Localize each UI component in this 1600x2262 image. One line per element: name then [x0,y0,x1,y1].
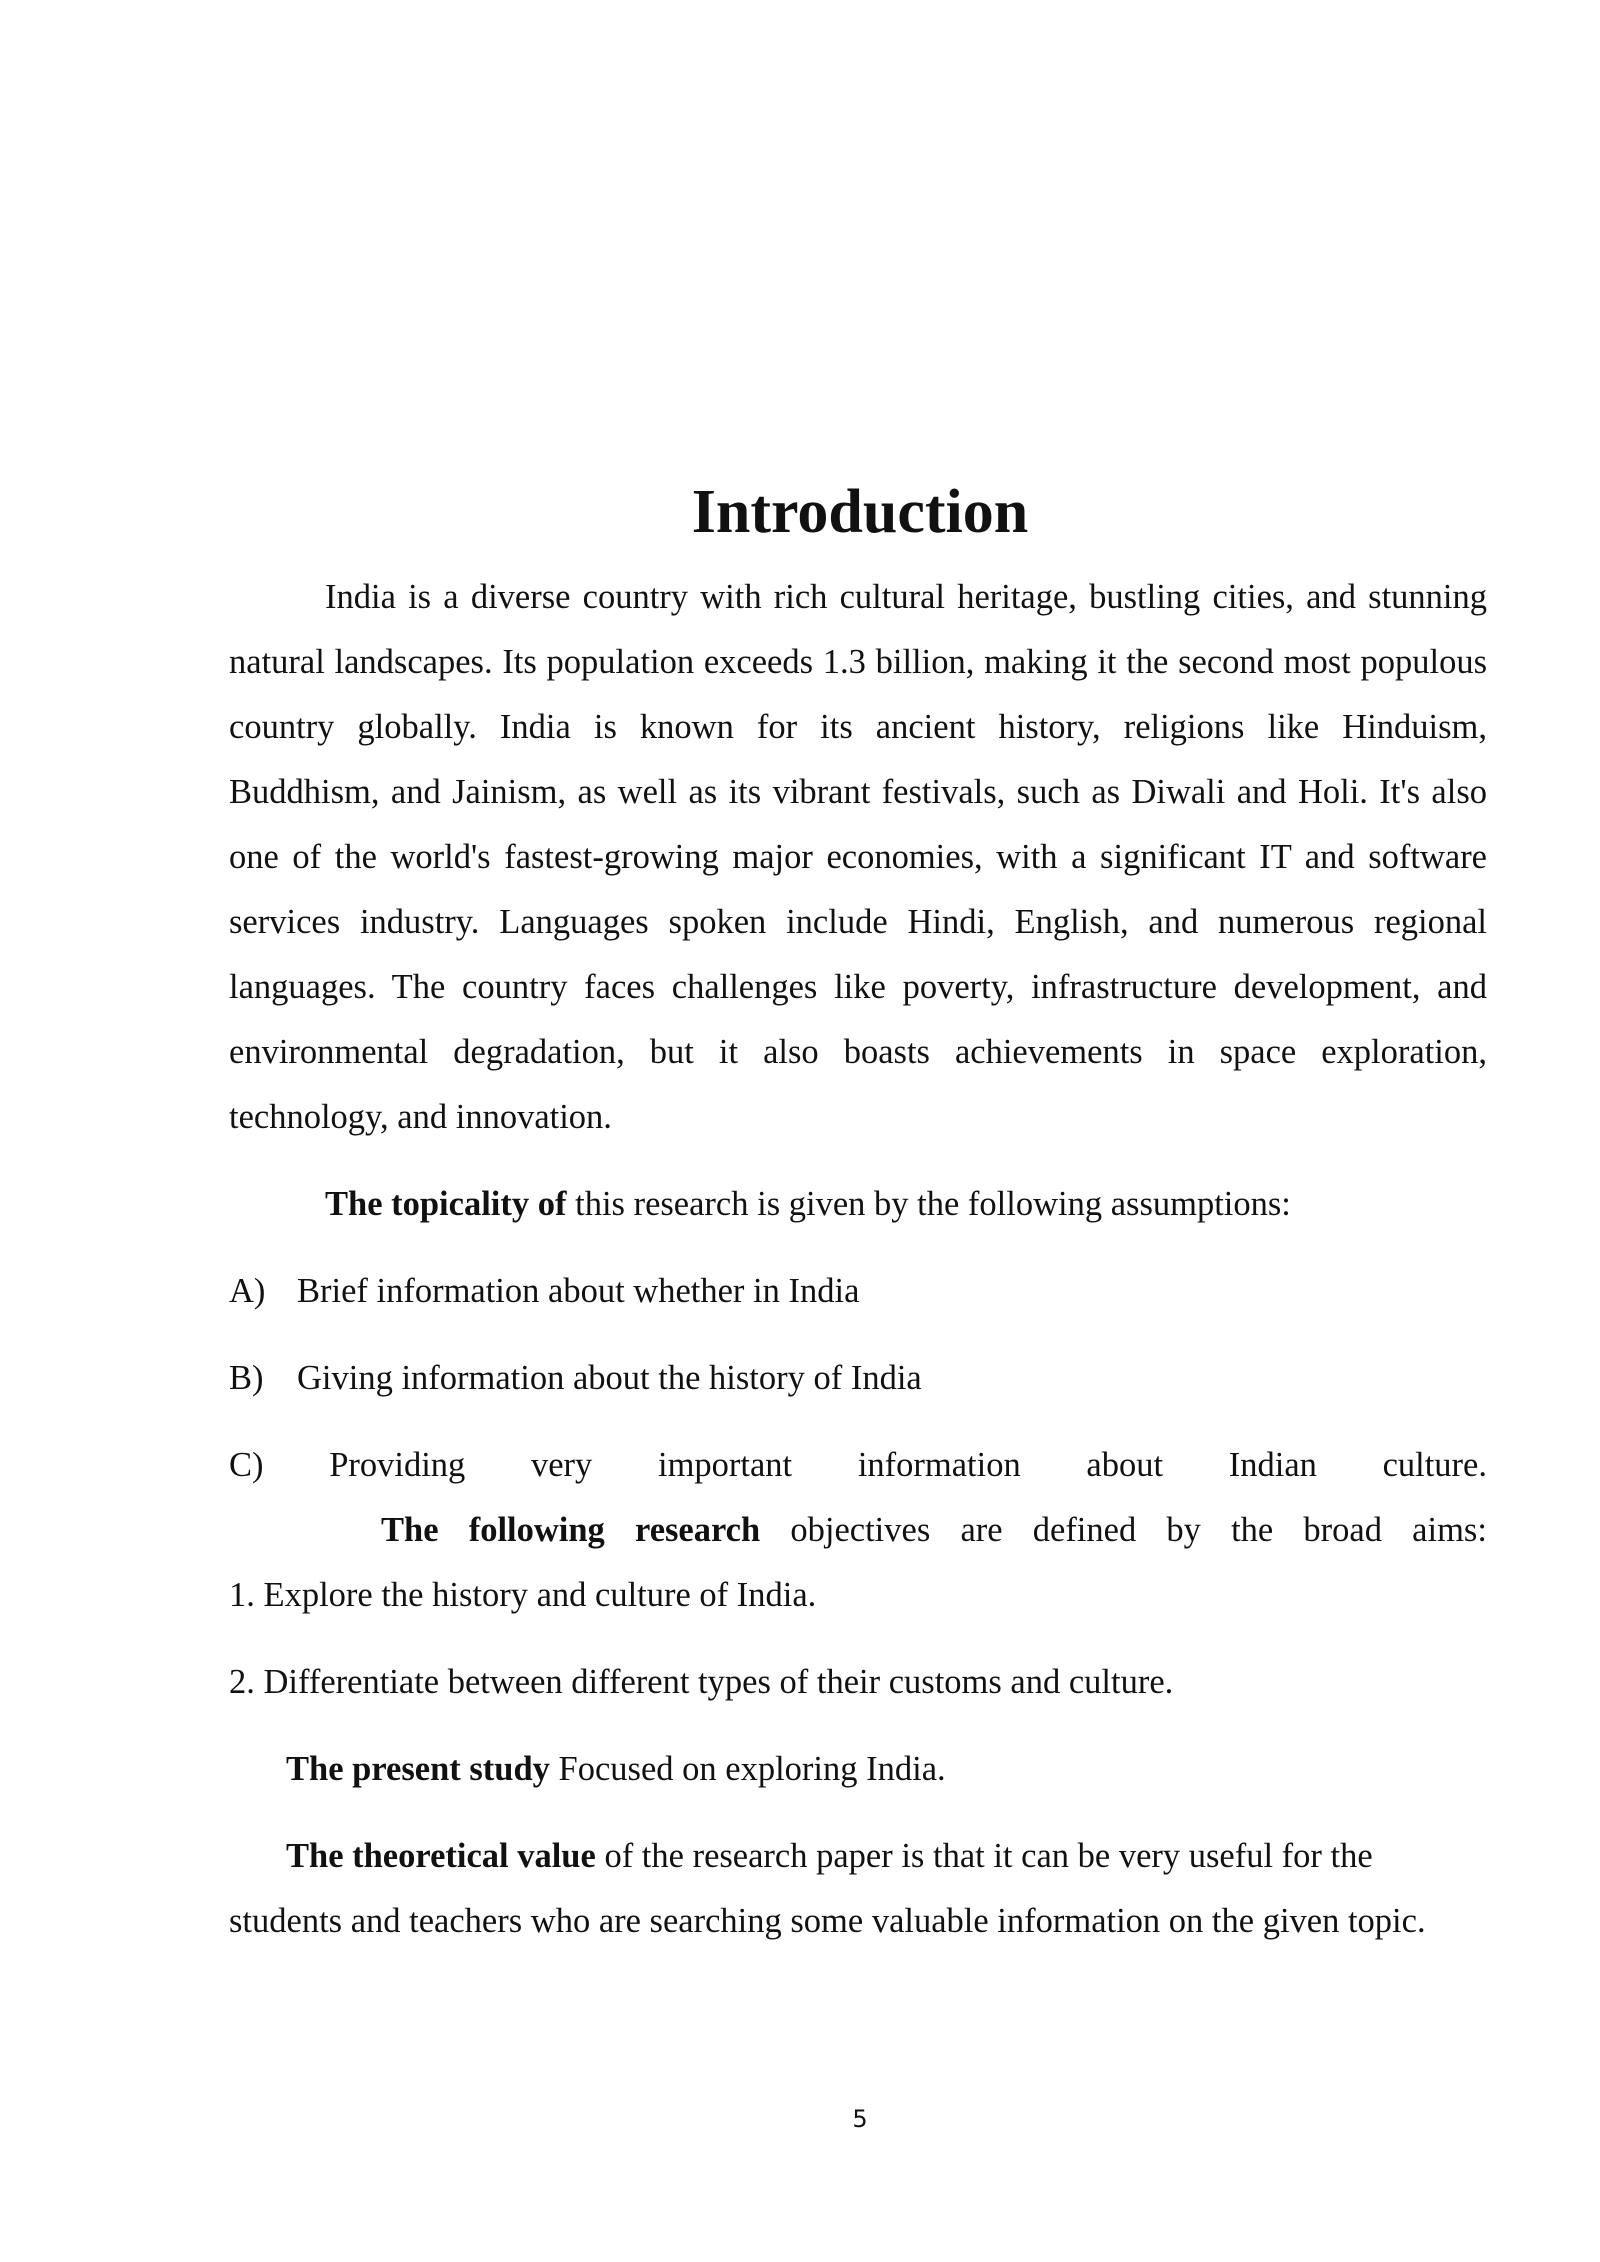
objective-item-1: 1. Explore the history and culture of India. [229,1576,817,1614]
objectives-word: by [1166,1511,1201,1549]
assumption-item-a [229,1259,1487,1324]
objectives-word: objectives [790,1511,931,1549]
assumption-word: very [530,1446,593,1484]
objectives-word: the [1231,1511,1274,1549]
page-number: 5 [852,2105,868,2133]
present-study-statement [229,1737,1487,1802]
objectives-word: are [960,1511,1003,1549]
objectives-word: defined [1032,1511,1137,1549]
topicality-bold: The topicality of [325,1185,567,1223]
topicality-rest: this research is given by the following assumptions: [566,1185,1291,1223]
assumption-word: about [1086,1446,1164,1484]
objectives-statement [229,1498,1487,1563]
assumption-word: Indian [1228,1446,1317,1484]
intro-paragraph: India is a diverse country with rich cultural heritage, bustling cities, and stunning natural landscapes. Its population exceeds 1.3 billion, making it the second most populous country globally. India is known for its ancient history, religions like Hinduism, Buddhism, and Jainism, as well as its vibrant festivals, such as Diwali and Holi. It's also one of the world's fastest-growing major economies, with a significant IT and software services industry. Languages spoken include Hindi, English, and numerous regional languages. The country faces challenges like poverty, infrastructure development, and environmental degradation, but it also boasts achievements in space exploration, technology, and innovation. [229,578,1487,1136]
assumption-word: important [657,1446,793,1484]
assumption-word: Providing [329,1446,466,1484]
assumption-word: information [857,1446,1021,1484]
page-title: Introduction [691,478,1029,546]
objective-item-2: 2. Differentiate between different types of their customs and culture. [229,1663,1174,1701]
objectives-word: broad [1303,1511,1382,1549]
assumption-marker-b: B) [229,1359,264,1397]
theoretical-rest: of the research paper is that it can be very useful for the students and teachers who are searching some valuable information on the given topic. [229,1837,1426,1940]
objectives-bold-word: following [468,1511,605,1549]
assumption-item-c [229,1433,1487,1498]
objectives-word: aims: [1412,1511,1487,1549]
assumption-item-b [229,1346,1487,1411]
present-study-bold: The present study [286,1750,550,1788]
assumption-marker-a: A) [229,1272,266,1310]
topicality-statement [229,1172,1487,1237]
theoretical-value-paragraph [229,1824,1487,1954]
objectives-bold-word: research [635,1511,761,1549]
theoretical-bold: The theoretical value [286,1837,596,1875]
present-study-rest: Focused on exploring India. [549,1750,946,1788]
assumption-marker-c: C) [229,1446,264,1484]
assumption-text-a: Brief information about whether in India [297,1272,860,1310]
assumption-text-b: Giving information about the history of India [297,1359,922,1397]
assumption-word: culture. [1382,1446,1487,1484]
objectives-bold-word: The [381,1511,439,1549]
